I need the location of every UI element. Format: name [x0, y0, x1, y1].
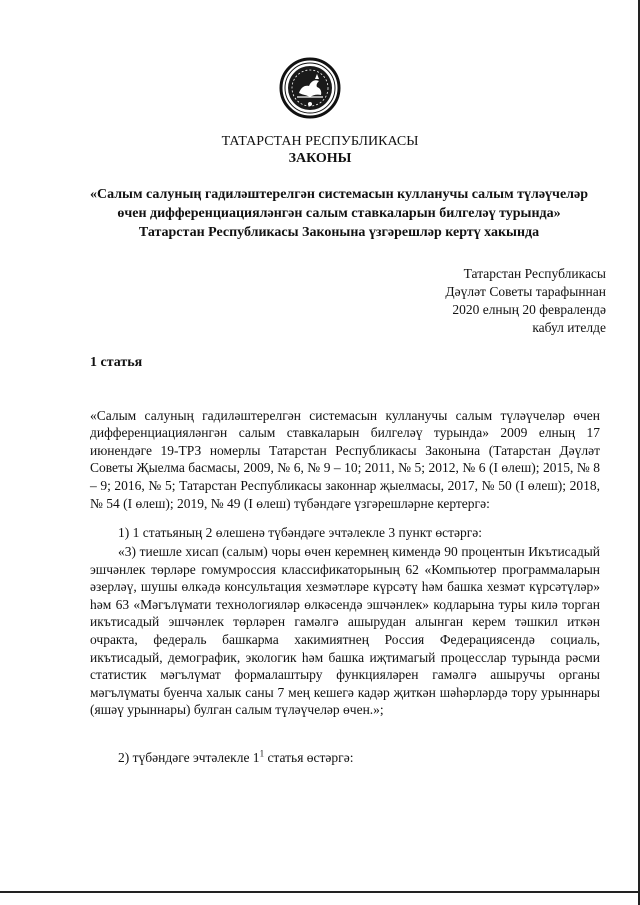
- adoption-note: [445, 265, 606, 337]
- paragraph-4: [90, 749, 600, 767]
- article-heading: 1 статья: [90, 355, 143, 370]
- paragraph-2: [90, 524, 600, 542]
- document-heading: [0, 133, 640, 167]
- paragraph-4-text: 2) түбәндәге эчтәлекле 1: [118, 750, 260, 765]
- paragraph-3-text: «3) тиешле хисап (салым) чоры өчен керемнең кимендә 90 процентын Икътисадый эшчәнлек төрләре гомумроссия классификаторының 62 «Компьютер программаларын әзерләү, шушы өлкәдә консультация хезмәтләре күрсәтү һәм башка хезмәт күрсәтүләр» һәм 63 «Мәгълүмати технологияләр өлкәсендә эшчәнлек» кодларына туры килә торган икътисадый эшчәнлек төрләрен гамәлгә ашырудан алынган керем тәшкил иткән очракта, федераль башкарма хакимиятнең Россия Федерациясендә социаль, икътисадый, демографик, экологик һәм башка иҗтимагый процесслар турында рәсми статистик мәгълүмат формалаштыру функцияләрен гамәлгә ашыручы органы мәгълүматы буенча халык саны 7 мең кешегә кадәр җиткән шәһәрләрдә тору урыннары (яшәү урыннары) булган салым түләүчеләр өчен.»;: [90, 544, 600, 718]
- scan-edge-bottom: [0, 891, 640, 893]
- paragraph-1: [90, 389, 600, 512]
- adoption-line-4: кабул ителде: [532, 320, 606, 335]
- adoption-line-2: Дәүләт Советы тарафыннан: [445, 284, 606, 299]
- tatarstan-emblem-icon: [279, 57, 341, 119]
- paragraph-2-text: 1) 1 статьяның 2 өлешенә түбәндәге эчтәлекле 3 пункт өстәргә:: [118, 525, 483, 540]
- document-type: ЗАКОНЫ: [288, 151, 352, 166]
- adoption-line-1: Татарстан Республикасы: [463, 266, 606, 281]
- adoption-line-3: 2020 елның 20 февралендә: [452, 302, 606, 317]
- paragraph-1-text: «Салым салуның гадиләштерелгән системасын кулланучы салым түләүчеләр өчен дифференциацияләнгән салым ставкаларын билгеләү турында» 2009 елның 17 июнендәге 19-ТРЗ номерлы Татарстан Республикасы Законына (Татарстан Дәүләт Советы Җыелма басмасы, 2009, № 6, № 9 – 10; 2011, № 5; 2012, № 6 (I өлеш); 2015, № 8 – 9; 2016, № 5; Татарстан Республикасы законнар җыелмасы, 2017, № 50 (I өлеш); 2018, № 54 (I өлеш); 2019, № 49 (I өлеш) түбәндәге үзгәрешләрне кертергә:: [90, 407, 600, 511]
- law-title: «Салым салуның гадиләштерелгән системасын кулланучы салым түләүчеләр өчен дифференциацияләнгән салым ставкаларын билгеләү турында» Татарстан Республикасы Законына үзгәрешләр кертү хакында: [89, 187, 589, 240]
- paragraph-4-tail: статья өстәргә:: [264, 750, 354, 765]
- paragraph-3: [90, 543, 600, 719]
- republic-name: ТАТАРСТАН РЕСПУБЛИКАСЫ: [221, 134, 419, 149]
- superscript-one: 1: [259, 748, 265, 759]
